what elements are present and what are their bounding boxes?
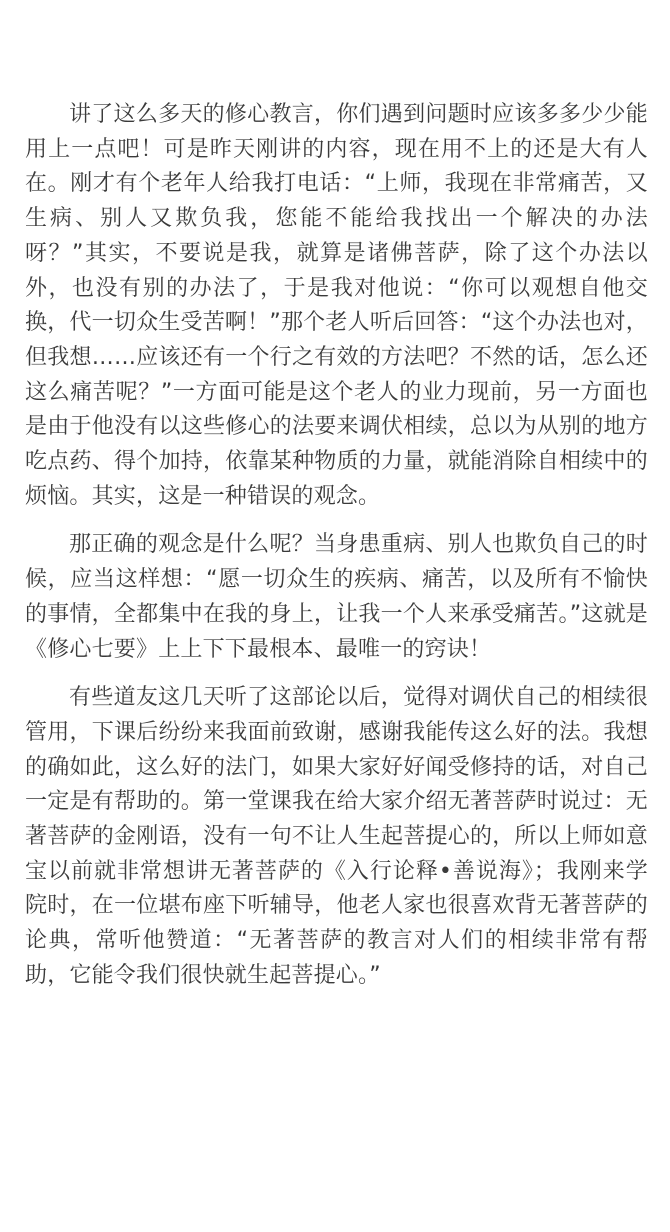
paragraph-2: 那正确的观念是什么呢？当身患重病、别人也欺负自己的时候，应当这样想：“愿一切众生的疾病、痛苦，以及所有不愉快的事情，全都集中在我的身上，让我一个人来承受痛苦。”这就是《修心七要》上上下下最根本、最唯一的窍诀！ [25, 532, 648, 662]
paragraph-1: 讲了这么多天的修心教言，你们遇到问题时应该多多少少能用上一点吧！可是昨天刚讲的内容，现在用不上的还是大有人在。刚才有个老年人给我打电话：“上师，我现在非常痛苦，又生病、别人又欺负我，您能不能给我找出一个解决的办法呀？”其实，不要说是我，就算是诸佛菩萨，除了这个办法以外，也没有别的办法了，于是我对他说：“你可以观想自他交换，代一切众生受苦啊！”那个老人听后回答：“这个办法也对，但我想……应该还有一个行之有效的方法吧？不然的话，怎么还这么痛苦呢？”一方面可能是这个老人的业力现前，另一方面也是由于他没有以这些修心的法要来调伏相续，总以为从别的地方吃点药、得个加持，依靠某种物质的力量，就能消除自相续中的烦恼。其实，这是一种错误的观念。 [25, 102, 648, 509]
paragraph-3: 有些道友这几天听了这部论以后，觉得对调伏自己的相续很管用，下课后纷纷来我面前致谢，感谢我能传这么好的法。我想的确如此，这么好的法门，如果大家好好闻受修持的话，对自己一定是有帮助的。第一堂课我在给大家介绍无著菩萨时说过：无著菩萨的金刚语，没有一句不让人生起菩提心的，所以上师如意宝以前就非常想讲无著菩萨的《入行论释•善说海》；我刚来学院时，在一位堪布座下听辅导，他老人家也很喜欢背无著菩萨的论典，常听他赞道：“无著菩萨的教言对人们的相续非常有帮助，它能令我们很快就生起菩提心。” [25, 685, 648, 988]
